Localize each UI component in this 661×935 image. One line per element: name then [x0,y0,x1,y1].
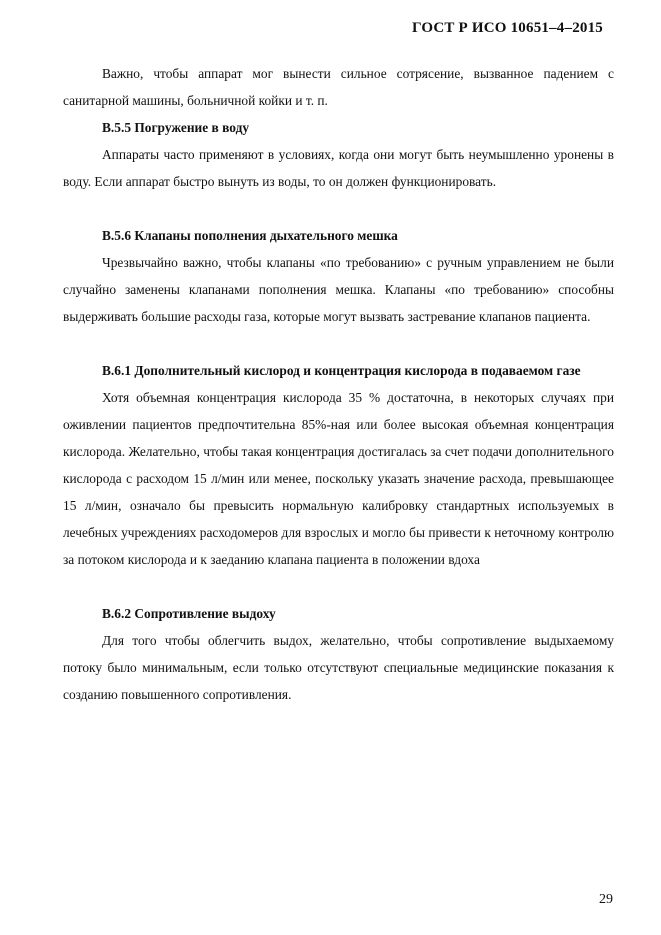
intro-paragraph: Важно, чтобы аппарат мог вынести сильное сотрясение, вызванное падением с санитарной машины, больничной койки и т. п. [63,66,614,108]
document-body [63,60,614,708]
section-heading-b61: В.6.1 Дополнительный кислород и концентрация кислорода в подаваемом газе [102,363,581,378]
section-paragraph-b61: Хотя объемная концентрация кислорода 35 % достаточна, в некоторых случаях при оживлении пациентов предпочтительна 85%-ная или более высокая объемная концентрация кислорода. Желательно, чтобы такая концентрация достигалась за счет подачи дополнительного кислорода с расходом 15 л/мин или менее, поскольку указать значение расхода, превышающее 15 л/мин, означало бы превысить нормальную калибровку стандартных используемых в лечебных учреждениях расходомеров для взрослых и могло бы привести к неточному контролю за потоком кислорода и к заеданию клапана пациента в положении вдоха [63,390,614,567]
section-heading-b55: В.5.5 Погружение в воду [102,120,250,135]
section-paragraph-b62: Для того чтобы облегчить выдох, желательно, чтобы сопротивление выдыхаемому потоку было минимальным, если только отсутствуют специальные медицинские показания к созданию повышенного сопротивления. [63,633,614,702]
spacer [63,573,614,600]
spacer [63,195,614,222]
spacer [63,330,614,357]
section-paragraph-b55: Аппараты часто применяют в условиях, когда они могут быть неумышленно уронены в воду. Если аппарат быстро вынуть из воды, то он должен функционировать. [63,147,614,189]
section-heading-b56: В.5.6 Клапаны пополнения дыхательного мешка [102,228,398,243]
section-paragraph-b56: Чрезвычайно важно, чтобы клапаны «по требованию» с ручным управлением не были случайно заменены клапанами пополнения мешка. Клапаны «по требованию» способны выдерживать большие расходы газа, которые могут вызвать застревание клапанов пациента. [63,255,614,324]
page-number: 29 [599,892,613,907]
section-heading-b62: В.6.2 Сопротивление выдоху [102,606,276,621]
standard-designation: ГОСТ Р ИСО 10651–4–2015 [411,20,603,36]
